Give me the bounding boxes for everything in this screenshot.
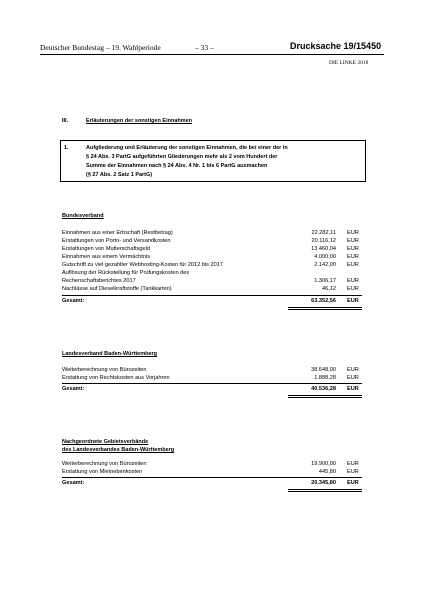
row-amount: 46,12 [322, 286, 336, 292]
row-currency: EUR [347, 367, 359, 373]
row-label: Auflösung der Rückstellung für Prüfungskosten des [62, 270, 190, 276]
row-label: Einnahmen aus einer Erbschaft (Restbetrag) [62, 230, 173, 236]
row-label: Nachlässe auf Dieselkraftstoffe (Tankkarten) [62, 286, 172, 292]
row-amount: 445,80 [318, 469, 336, 475]
box-line-4: (§ 27 Abs. 2 Satz 1 PartG) [86, 172, 153, 178]
box-text [86, 144, 288, 180]
row-label: Erstattungen von Mutterschaftsgeld [62, 246, 150, 252]
table-row [62, 460, 362, 468]
row-label: Rechenschaftsberichtes 2017 [62, 278, 136, 284]
box-number: 1. [64, 145, 69, 151]
row-amount: 19.900,00 [311, 461, 336, 467]
header-left: Deutscher Bundestag – 19. Wahlperiode [40, 43, 161, 52]
total-row [62, 479, 362, 487]
total-label: Gesamt: [62, 480, 85, 486]
table-row [62, 468, 362, 476]
row-amount: 38.648,00 [311, 367, 336, 373]
total-currency: EUR [347, 298, 359, 304]
row-amount: 1.888,28 [314, 375, 336, 381]
table-row [62, 253, 362, 261]
table-row [62, 366, 362, 374]
row-currency: EUR [347, 238, 359, 244]
header-rule [40, 54, 384, 55]
double-underline-2 [288, 491, 362, 492]
row-label: Erstattung von Mietnebenkosten [62, 469, 143, 475]
total-amount: 20.345,80 [311, 480, 336, 486]
row-label: Erstattungen von Porto- und Versandkosten [62, 238, 171, 244]
baden-heading: Landesverband Baden-Württemberg [62, 351, 158, 357]
total-label: Gesamt: [62, 298, 85, 304]
bundesverband-heading: Bundesverband [62, 213, 104, 219]
box-line-2: § 24 Abs. 3 PartG aufgeführten Gliederungen mehr als 2 vom Hundert der [86, 154, 278, 160]
double-underline-2 [288, 309, 362, 310]
total-currency: EUR [347, 480, 359, 486]
row-label: Gutschrift zu viel gezahlter Webhosting-Kosten für 2012 bis 2017 [62, 262, 223, 268]
party-year: DIE LINKE 2018 [329, 60, 369, 66]
drucksache-prefix: Drucksache 19/ [290, 41, 357, 51]
table-row [62, 245, 362, 253]
row-currency: EUR [347, 230, 359, 236]
row-amount: 20.116,12 [311, 238, 336, 244]
double-underline-2 [288, 397, 362, 398]
row-currency: EUR [347, 375, 359, 381]
header-page-number: – 33 – [195, 43, 214, 52]
total-amount: 40.536,28 [311, 386, 336, 392]
row-currency: EUR [347, 286, 359, 292]
drucksache-number: 15450 [356, 41, 382, 51]
table-row [62, 277, 362, 285]
double-underline-1 [288, 307, 362, 308]
divider [62, 477, 362, 478]
table-row [62, 285, 362, 293]
row-label: Weiterberechnung von Bürozeiten [62, 367, 147, 373]
row-label: Weiterberechnung von Bürozeiten [62, 461, 147, 467]
row-currency: EUR [347, 246, 359, 252]
row-currency: EUR [347, 461, 359, 467]
row-amount: 4.000,00 [314, 254, 336, 260]
table-row [62, 374, 362, 382]
row-amount: 13.460,04 [311, 246, 336, 252]
row-label: Erstattung von Rechtskosten aus Vorjahren [62, 375, 170, 381]
table-row [62, 269, 362, 277]
section-number: III. [62, 118, 69, 124]
total-label: Gesamt: [62, 386, 85, 392]
row-amount: 22.282,11 [311, 230, 336, 236]
table-row [62, 261, 362, 269]
double-underline-1 [288, 489, 362, 490]
row-amount: 2.142,00 [314, 262, 336, 268]
divider [62, 383, 362, 384]
box-line-3: Summe der Einnahmen nach § 24 Abs. 4 Nr. 1 bis 6 PartG ausmachen [86, 163, 268, 169]
row-currency: EUR [347, 278, 359, 284]
section-title: Erläuterungen der sonstigen Einnahmen [86, 118, 193, 124]
total-currency: EUR [347, 386, 359, 392]
row-currency: EUR [347, 254, 359, 260]
divider [62, 295, 362, 296]
total-row [62, 297, 362, 305]
nachgeordnete-heading-line-1: Nachgeordnete Gebietsverbände [62, 439, 149, 445]
double-underline-1 [288, 395, 362, 396]
nachgeordnete-heading [62, 438, 174, 454]
table-row [62, 237, 362, 245]
row-currency: EUR [347, 469, 359, 475]
total-amount: 63.352,56 [311, 298, 336, 304]
table-row [62, 229, 362, 237]
row-label: Einnahmen aus einem Vermächtnis [62, 254, 150, 260]
header-drucksache [290, 41, 381, 51]
total-row [62, 385, 362, 393]
box-line-1: Aufgliederung und Erläuterung der sonstigen Einnahmen, die bei einer der in [86, 145, 288, 151]
row-currency: EUR [347, 262, 359, 268]
row-amount: 1.306,17 [314, 278, 336, 284]
nachgeordnete-heading-line-2: des Landesverbandes Baden-Württemberg [62, 447, 175, 453]
